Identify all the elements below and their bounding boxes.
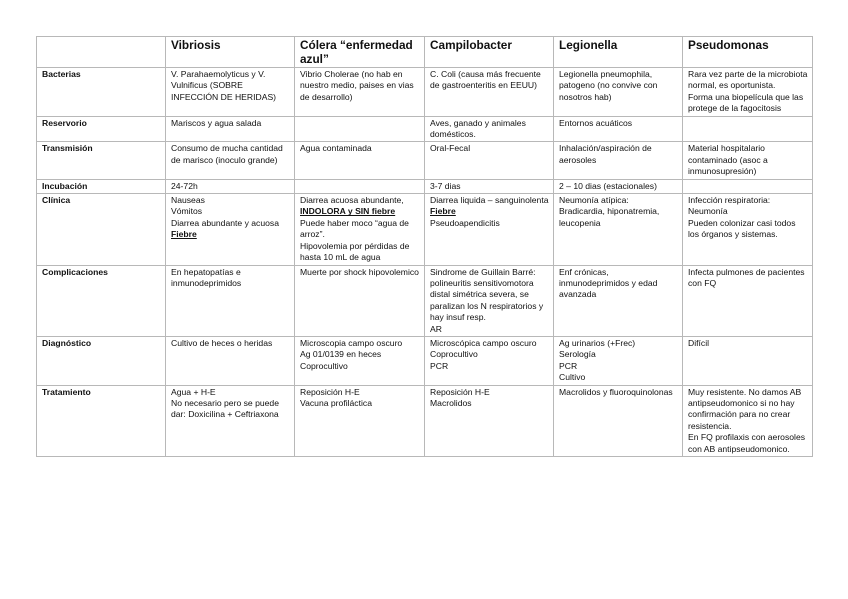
cell-text: PCR [559,360,578,371]
header-cell-campilobacter: Campilobacter [425,37,554,68]
cell-text: Infección respiratoria: Neumonía [688,195,771,217]
cell-text: Pseudoapendicitis [430,217,500,228]
cell-vibriosis [166,142,295,179]
cell-text: Vacuna profiláctica [300,397,372,408]
row-label: Tratamiento [37,385,166,456]
cell-text: Neumonía atípica: [559,195,629,206]
cell-campilobacter [425,179,554,193]
cell-text: Nauseas [171,195,205,206]
cell-legionella [554,194,683,265]
cell-text: Pueden colonizar casi todos los órganos y sistemas. [688,217,796,240]
cell-text: PCR [430,360,449,371]
cell-text: Infecta pulmones de pacientes con FQ [688,266,805,288]
cell-text: Microscópica campo oscuro [430,337,537,348]
cell-pseudomonas [683,179,813,193]
cell-legionella [554,116,683,142]
cell-pseudomonas [683,194,813,265]
table-row [37,336,813,385]
cell-text: Mariscos y agua salada [171,117,262,128]
cell-text: Hipovolemia por pérdidas de hasta 10 mL de agua [300,240,410,263]
cell-text: Oral-Fecal [430,143,471,154]
cell-text: Diarrea acuosa abundante, [300,195,404,206]
cell-text: 2 – 10 dias (estacionales) [559,180,657,191]
table-row [37,194,813,265]
cell-text: Macrolidos y fluoroquinolonas [559,386,673,397]
cell-pseudomonas [683,142,813,179]
row-label: Transmisión [37,142,166,179]
cell-text: Inhalación/aspiración de aerosoles [559,143,652,165]
cell-legionella [554,385,683,456]
header-cell-empty [37,37,166,68]
cell-pseudomonas [683,68,813,117]
cell-text: Puede haber moco “agua de arroz”. [300,217,409,240]
header-cell-vibriosis: Vibriosis [166,37,295,68]
cell-text: Muy resistente. No damos AB antipseudomonico si no hay confirmación para no crear resistencia. [688,386,802,431]
cell-text: Serología [559,349,596,360]
cell-text: Reposición H-E [300,386,360,397]
cell-text: Agua + H-E [171,386,216,397]
table-row [37,265,813,336]
cell-text: Cultivo [559,372,586,383]
cell-legionella [554,179,683,193]
cell-vibriosis [166,194,295,265]
header-row [37,37,813,68]
cell-text: Microscopia campo oscuro [300,337,403,348]
cell-text: Aves, ganado y animales domésticos. [430,117,526,140]
table-row [37,116,813,142]
cell-pseudomonas [683,116,813,142]
cell-text: Ag urinarios (+Frec) [559,337,636,348]
cell-text: Enf crónicas, inmunodeprimidos y edad avanzada [559,266,658,300]
cell-text: Ag 01/0139 en heces [300,349,382,360]
cell-text: Vómitos [171,206,203,217]
cell-text: Entornos acuáticos [559,117,633,128]
cell-text: INDOLORA y SIN fiebre [300,206,396,217]
cell-campilobacter [425,116,554,142]
cell-text: En hepatopatías e inmunodeprimidos [171,266,242,288]
header-cell-colera: Cólera “enfermedad azul” [295,37,425,68]
cell-vibriosis [166,385,295,456]
cell-pseudomonas [683,265,813,336]
cell-pseudomonas [683,336,813,385]
cell-text: Consumo de mucha cantidad de marisco (inoculo grande) [171,143,283,165]
cell-text: 3-7 dias [430,180,461,191]
header-cell-pseudomonas: Pseudomonas [683,37,813,68]
cell-text: En FQ profilaxis con aerosoles con AB antipseudomonico. [688,432,806,454]
cell-colera [295,179,425,193]
cell-legionella [554,68,683,117]
cell-colera [295,116,425,142]
row-label: Clínica [37,194,166,265]
cell-colera [295,142,425,179]
cell-campilobacter [425,265,554,336]
header-cell-legionella: Legionella [554,37,683,68]
cell-vibriosis [166,116,295,142]
cell-text: Cultivo de heces o heridas [171,337,273,348]
cell-text: Reposición H-E [430,386,490,397]
cell-campilobacter [425,385,554,456]
row-label: Reservorio [37,116,166,142]
cell-text: C. Coli (causa más frecuente de gastroenteritis en EEUU) [430,69,541,91]
table-row [37,385,813,456]
cell-text: Material hospitalario contaminado (asoc a inmunosupresión) [688,143,768,177]
cell-text: Rara vez parte de la microbiota normal, es oportunista. [688,69,808,91]
cell-legionella [554,142,683,179]
cell-campilobacter [425,336,554,385]
cell-text: Bradicardia, hiponatremia, leucopenia [559,206,660,228]
cell-vibriosis [166,265,295,336]
cell-text: Diarrea liquida – sanguinolenta [430,195,549,206]
cell-colera [295,194,425,265]
cell-campilobacter [425,142,554,179]
cell-vibriosis [166,68,295,117]
cell-text: Fiebre [430,206,456,217]
cell-text: 24-72h [171,180,198,191]
cell-colera [295,265,425,336]
table-row [37,142,813,179]
row-label: Complicaciones [37,265,166,336]
cell-text: Coprocultivo [430,349,478,360]
row-label: Bacterias [37,68,166,117]
cell-text: Coprocultivo [300,360,348,371]
cell-text: No necesario pero se puede dar: Doxicilina + Ceftriaxona [171,397,279,420]
cell-campilobacter [425,194,554,265]
cell-text: Forma una biopelícula que las protege de la fagocitosis [688,91,804,114]
cell-colera [295,385,425,456]
cell-text: Macrolidos [430,397,472,408]
cell-vibriosis [166,179,295,193]
table-row [37,179,813,193]
comparison-table [36,36,813,457]
cell-text: Legionella pneumophila, patogeno (no convive con nosotros hab) [559,69,658,102]
cell-text: V. Parahaemolyticus y V. Vulnificus (SOBRE INFECCIÓN DE HERIDAS) [171,69,277,102]
cell-legionella [554,265,683,336]
cell-text: Fiebre [171,229,197,240]
cell-colera [295,336,425,385]
table-row [37,68,813,117]
cell-legionella [554,336,683,385]
cell-pseudomonas [683,385,813,456]
row-label: Incubación [37,179,166,193]
cell-text: Difícil [688,337,710,348]
cell-text: Agua contaminada [300,143,372,154]
cell-text: Vibrio Cholerae (no hab en nuestro medio, paises en vias de desarrollo) [300,69,414,102]
cell-campilobacter [425,68,554,117]
cell-colera [295,68,425,117]
cell-text: Muerte por shock hipovolemico [300,266,419,277]
cell-text: Sindrome de Guillain Barré: polineuritis sensitivomotora distal simétrica severa, se paralizan los N respiratorios y hay insuf resp. [430,266,544,323]
cell-text: AR [430,323,442,334]
cell-text: Diarrea abundante y acuosa [171,217,279,228]
cell-vibriosis [166,336,295,385]
row-label: Diagnóstico [37,336,166,385]
